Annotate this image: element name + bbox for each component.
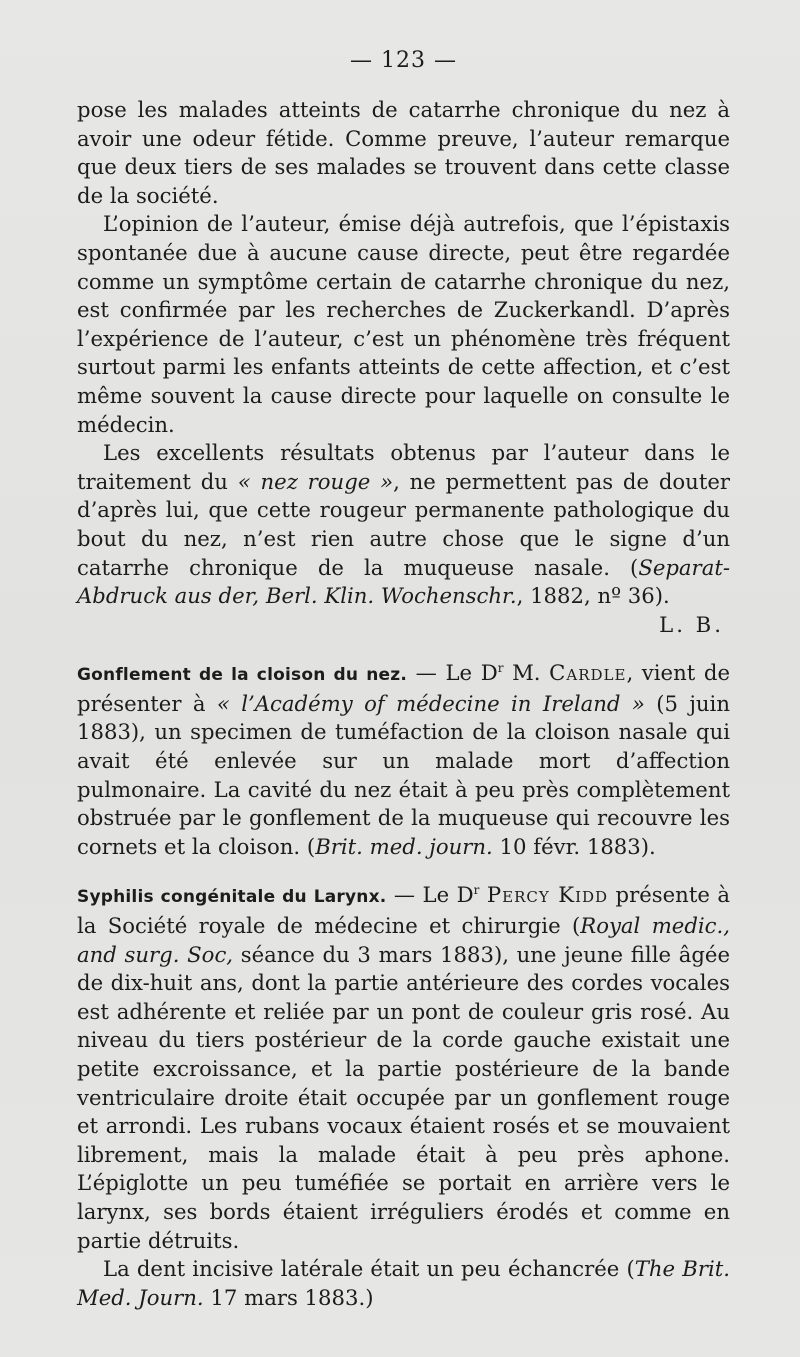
section-spacer — [77, 861, 730, 881]
text-run — [479, 882, 486, 907]
text-run: , 1882, nº 36). — [516, 583, 670, 609]
italic-run: « l’Académy of médecine in Ireland » — [216, 690, 645, 716]
article-title: Syphilis congénitale du Larynx. — [77, 887, 387, 908]
paragraph-nez-rouge — [77, 439, 730, 611]
superscript: r — [473, 883, 480, 898]
citation-italic: The Brit. Med. Journ. — [77, 1256, 730, 1310]
author-name: Cardle — [549, 660, 627, 686]
text-run: — Le D — [407, 660, 498, 686]
paragraph-continued: pose les malades atteints de catarrhe chronique du nez à avoir une odeur fétide. Comme preuve, l’auteur remarque que deux tiers de ses malades se trouvent dans cette classe de la société. — [77, 97, 730, 208]
text-run: La dent incisive latérale était un peu échancrée ( — [103, 1256, 635, 1282]
citation-italic: Brit. med. journ. — [315, 833, 493, 859]
text-run: , ne permettent pas de douter d’après lui, que cette rougeur permanente pathologique du bout du nez, n’est rien autre chose que le signe d’un catarrhe chronique de la muqueuse nasale. ( — [77, 468, 730, 580]
text-run: M. — [503, 660, 550, 686]
text-run: , vient de présenter à — [77, 660, 730, 716]
citation-italic: Royal medic., and surg. Soc, — [77, 913, 730, 967]
citation-italic: Separat-Abdruck aus der, Berl. Klin. Wochenschr. — [77, 554, 730, 609]
article-gonflement — [77, 659, 730, 861]
text-run: (5 juin 1883), un specimen de tuméfaction de la cloison nasale qui avait été enlevée sur un malade mort d’affection pulmonaire. La cavité du nez était à peu près complètement obstruée par le gonflement de la muqueuse qui recouvre les cornets et la cloison. ( — [77, 690, 730, 859]
text-run: 10 févr. 1883). — [492, 833, 656, 859]
text-run: Les excellents résultats obtenus par l’auteur dans le traitement du — [77, 440, 730, 494]
paragraph-dent — [77, 1255, 730, 1312]
signature: L. B. — [659, 611, 724, 637]
text-run: séance du 3 mars 1883), une jeune fille âgée de dix-huit ans, dont la partie antérieure des cordes vocales est adhérente et reliée par un pont de couleur gris rosé. Au niveau du tiers postérieur de la corde gauche existait une petite excroissance, et la partie postérieure de la bande ventriculaire droite était occupée par un gonflement rouge et arrondi. Les rubans vocaux étaient rosés et se mouvaient librement, mais la malade était à peu près aphone. L’épiglotte un peu tuméfiée se portait en arrière vers le larynx, ses bords étaient irréguliers érodés et comme en partie détruits. — [77, 941, 730, 1253]
article-title: Gonflement de la cloison du nez. — [77, 665, 408, 686]
paragraph-epistaxis: L’opinion de l’auteur, émise déjà autrefois, que l’épistaxis spontanée due à aucune cause directe, peut être regardée comme un symptôme certain de catarrhe chronique du nez, est confirmée par les recherches de Zuckerkandl. D’après l’expérience de l’auteur, c’est un phénomène très fréquent surtout parmi les enfants atteints de cette affection, et c’est même souvent la cause directe pour laquelle on consulte le médecin. — [77, 211, 730, 437]
italic-run: « nez rouge » — [237, 468, 394, 494]
text-run: présente à la Société royale de médecine et chirurgie ( — [77, 882, 730, 939]
text-run: 17 mars 1883.) — [203, 1284, 374, 1310]
author-name: Percy Kidd — [486, 882, 609, 908]
section-spacer — [77, 639, 730, 659]
page-number: — 123 — — [350, 48, 457, 73]
superscript: r — [497, 661, 504, 676]
article-syphilis — [77, 881, 730, 1255]
text-run: — Le D — [386, 882, 474, 908]
